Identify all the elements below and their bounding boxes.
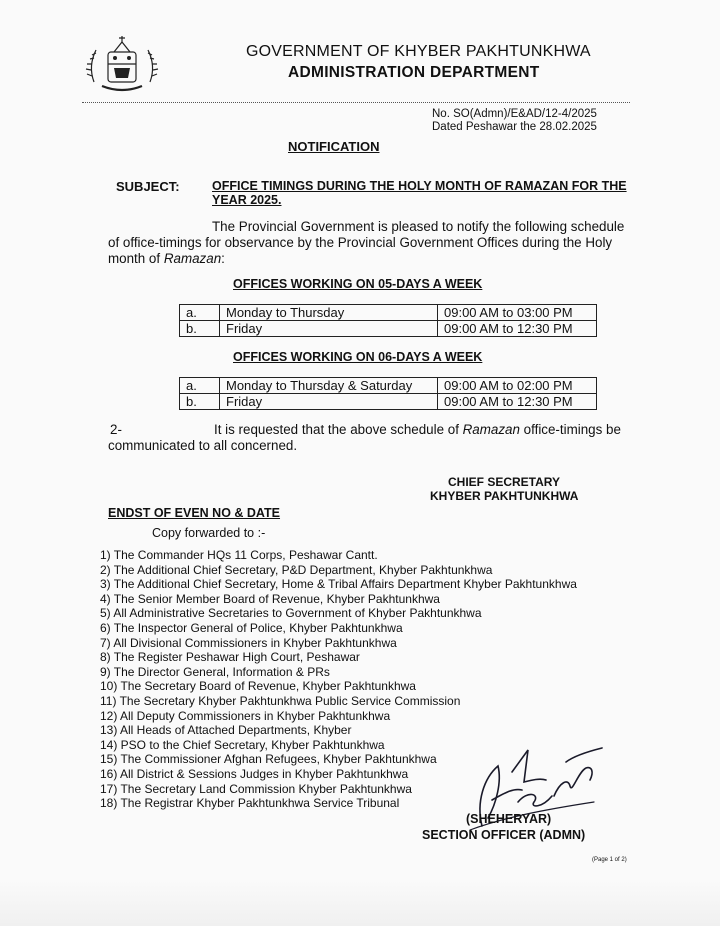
paragraph-2-text: It is requested that the above schedule of	[214, 422, 463, 437]
list-item: 11) The Secretary Khyber Pakhtunkhwa Public Service Commission	[100, 693, 461, 708]
reference-number: No. SO(Admn)/E&AD/12-4/2025	[432, 108, 597, 120]
header-divider	[82, 102, 630, 103]
list-item: 17) The Secretary Land Commission Khyber Pakhtunkhwa	[100, 781, 412, 796]
table-row	[180, 394, 597, 410]
list-item: 16) All District & Sessions Judges in Khyber Pakhtunkhwa	[100, 766, 409, 781]
five-day-heading: OFFICES WORKING ON 05-DAYS A WEEK	[233, 277, 483, 291]
row-letter: b.	[180, 394, 220, 410]
row-days: Monday to Thursday	[220, 305, 438, 321]
list-item: 7) All Divisional Commissioners in Khyber Pakhtunkhwa	[100, 635, 397, 650]
row-days: Friday	[220, 394, 438, 410]
row-days: Friday	[220, 321, 438, 337]
paragraph-2	[108, 422, 630, 454]
row-time: 09:00 AM to 12:30 PM	[438, 394, 597, 410]
row-time: 09:00 AM to 12:30 PM	[438, 321, 597, 337]
signatory-title: CHIEF SECRETARY	[448, 475, 561, 489]
list-item: 5) All Administrative Secretaries to Government of Khyber Pakhtunkhwa	[100, 606, 482, 621]
paragraph-2-end: office-timings be communicated to all concerned.	[108, 422, 621, 453]
table-row	[180, 305, 597, 321]
paragraph-1-text: The Provincial Government is pleased to notify the following schedule of office-timings for observance by the Provincial Government Offices during the Holy month of	[108, 219, 625, 266]
officer-title: SECTION OFFICER (ADMN)	[422, 828, 586, 842]
copy-forwarded-label: Copy forwarded to :-	[152, 526, 266, 540]
government-title: GOVERNMENT OF KHYBER PAKHTUNKHWA	[246, 43, 591, 60]
department-title: ADMINISTRATION DEPARTMENT	[288, 64, 540, 81]
page-number: (Page 1 of 2)	[592, 857, 627, 863]
five-day-schedule-table	[179, 304, 597, 337]
paragraph-1-end: :	[221, 251, 225, 266]
notification-heading: NOTIFICATION	[288, 139, 380, 154]
page-shadow	[0, 880, 720, 926]
row-letter: b.	[180, 321, 220, 337]
list-item: 2) The Additional Chief Secretary, P&D Department, Khyber Pakhtunkhwa	[100, 562, 493, 577]
six-day-heading: OFFICES WORKING ON 06-DAYS A WEEK	[233, 350, 483, 364]
paragraph-1-italic: Ramazan	[163, 251, 222, 266]
list-item: 9) The Director General, Information & PRs	[100, 664, 330, 679]
list-item: 8) The Register Peshawar High Court, Peshawar	[100, 650, 360, 665]
row-letter: a.	[180, 305, 220, 321]
paragraph-1	[108, 219, 630, 267]
list-item: 10) The Secretary Board of Revenue, Khyber Pakhtunkhwa	[100, 679, 416, 694]
signatory-province: KHYBER PAKHTUNKHWA	[430, 489, 579, 503]
list-item: 18) The Registrar Khyber Pakhtunkhwa Service Tribunal	[100, 796, 400, 811]
table-row	[180, 378, 597, 394]
table-row	[180, 321, 597, 337]
government-crest-icon	[84, 32, 160, 98]
list-item: 15) The Commissioner Afghan Refugees, Khyber Pakhtunkhwa	[100, 752, 437, 767]
paragraph-2-number: 2-	[110, 422, 122, 437]
list-item: 1) The Commander HQs 11 Corps, Peshawar Cantt.	[100, 548, 378, 562]
row-time: 09:00 AM to 02:00 PM	[438, 378, 597, 394]
subject-text: OFFICE TIMINGS DURING THE HOLY MONTH OF RAMAZAN FOR THE YEAR 2025.	[212, 179, 627, 207]
row-time: 09:00 AM to 03:00 PM	[438, 305, 597, 321]
officer-name: (SHEHERYAR)	[466, 812, 552, 826]
list-item: 14) PSO to the Chief Secretary, Khyber Pakhtunkhwa	[100, 737, 385, 752]
subject-label: SUBJECT:	[116, 179, 180, 194]
list-item: 13) All Heads of Attached Departments, Khyber	[100, 723, 352, 738]
six-day-schedule-table	[179, 377, 597, 410]
list-item: 12) All Deputy Commissioners in Khyber Pakhtunkhwa	[100, 708, 391, 723]
endorsement-heading: ENDST OF EVEN NO & DATE	[108, 506, 281, 520]
row-days: Monday to Thursday & Saturday	[220, 378, 438, 394]
paragraph-2-italic: Ramazan	[462, 422, 520, 437]
date-line: Dated Peshawar the 28.02.2025	[432, 121, 597, 133]
row-letter: a.	[180, 378, 220, 394]
list-item: 3) The Additional Chief Secretary, Home & Tribal Affairs Department Khyber Pakhtunkhwa	[100, 577, 577, 592]
list-item: 6) The Inspector General of Police, Khyber Pakhtunkhwa	[100, 620, 403, 635]
list-item: 4) The Senior Member Board of Revenue, Khyber Pakhtunkhwa	[100, 591, 440, 606]
